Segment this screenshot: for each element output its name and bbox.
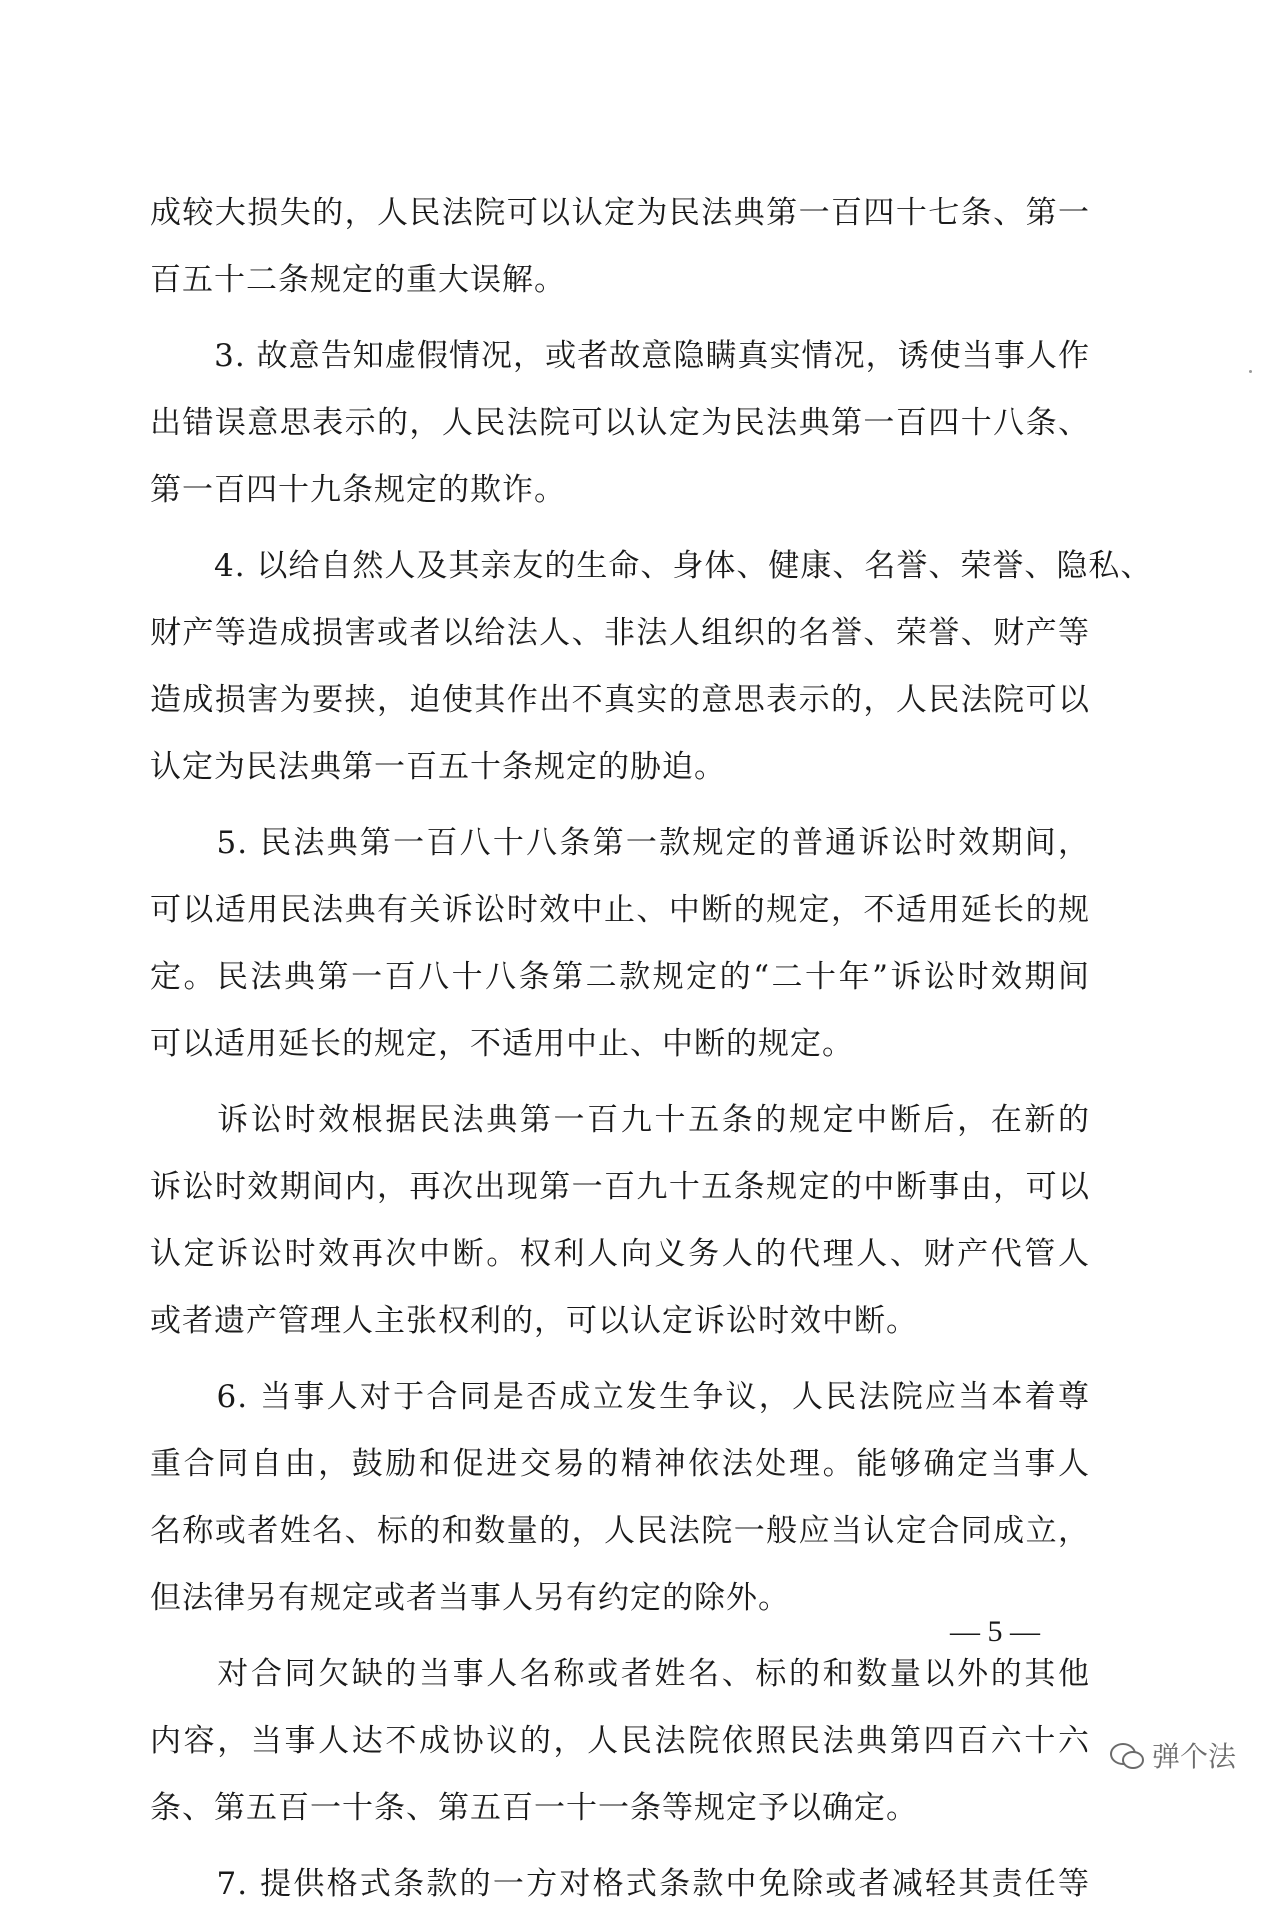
text-line: 定。民法典第一百八十八条第二款规定的“二十年”诉讼时效期间 bbox=[150, 959, 1090, 995]
text-line: 重合同自由，鼓励和促进交易的精神依法处理。能够确定当事人 bbox=[150, 1446, 1090, 1482]
wechat-icon bbox=[1110, 1741, 1144, 1769]
text-line: 条、第五百一十条、第五百一十一条等规定予以确定。 bbox=[150, 1790, 918, 1826]
text-line: 财产等造成损害或者以给法人、非法人组织的名誉、荣誉、财产等 bbox=[150, 615, 1090, 651]
text-line: 第一百四十九条规定的欺诈。 bbox=[150, 472, 566, 508]
text-line: 但法律另有规定或者当事人另有约定的除外。 bbox=[150, 1580, 790, 1616]
paragraph-gap bbox=[150, 1842, 1090, 1851]
text-line: 3. 故意告知虚假情况，或者故意隐瞒真实情况，诱使当事人作 bbox=[150, 338, 1090, 374]
paragraph-gap bbox=[150, 1632, 1090, 1641]
text-line: 7. 提供格式条款的一方对格式条款中免除或者减轻其责任等 bbox=[150, 1866, 1090, 1902]
paragraph-gap bbox=[150, 1355, 1090, 1364]
watermark bbox=[1110, 1735, 1236, 1775]
paragraph-gap bbox=[150, 314, 1090, 323]
text-line: 对合同欠缺的当事人名称或者姓名、标的和数量以外的其他 bbox=[150, 1656, 1090, 1692]
page-number: — 5 — bbox=[950, 1615, 1040, 1648]
paragraph-gap bbox=[150, 801, 1090, 810]
paragraph-gap bbox=[150, 524, 1090, 533]
text-line: 出错误意思表示的，人民法院可以认定为民法典第一百四十八条、 bbox=[150, 405, 1090, 441]
text-line: 百五十二条规定的重大误解。 bbox=[150, 262, 566, 298]
text-line: 诉讼时效根据民法典第一百九十五条的规定中断后，在新的 bbox=[150, 1102, 1090, 1138]
text-line: 内容，当事人达不成协议的，人民法院依照民法典第四百六十六 bbox=[150, 1723, 1090, 1759]
body-text bbox=[150, 180, 1153, 1918]
text-line: 认定诉讼时效再次中断。权利人向义务人的代理人、财产代管人 bbox=[150, 1236, 1090, 1272]
text-line: 诉讼时效期间内，再次出现第一百九十五条规定的中断事由，可以 bbox=[150, 1169, 1090, 1205]
watermark-text: 弹个法 bbox=[1152, 1740, 1237, 1773]
text-line: 造成损害为要挟，迫使其作出不真实的意思表示的，人民法院可以 bbox=[150, 682, 1090, 718]
text-line: 成较大损失的，人民法院可以认定为民法典第一百四十七条、第一 bbox=[150, 195, 1090, 231]
text-line: 6. 当事人对于合同是否成立发生争议，人民法院应当本着尊 bbox=[150, 1379, 1090, 1415]
text-line: 可以适用延长的规定，不适用中止、中断的规定。 bbox=[150, 1026, 854, 1062]
paragraph-gap bbox=[150, 1078, 1090, 1087]
text-line: 认定为民法典第一百五十条规定的胁迫。 bbox=[150, 749, 726, 785]
text-line: 4. 以给自然人及其亲友的生命、身体、健康、名誉、荣誉、隐私、 bbox=[150, 548, 1153, 584]
text-line: 5. 民法典第一百八十八条第一款规定的普通诉讼时效期间， bbox=[150, 825, 1090, 861]
text-line: 名称或者姓名、标的和数量的，人民法院一般应当认定合同成立， bbox=[150, 1513, 1090, 1549]
text-line: 可以适用民法典有关诉讼时效中止、中断的规定，不适用延长的规 bbox=[150, 892, 1090, 928]
scan-artifact bbox=[1249, 370, 1252, 373]
text-line: 或者遗产管理人主张权利的，可以认定诉讼时效中断。 bbox=[150, 1303, 918, 1339]
